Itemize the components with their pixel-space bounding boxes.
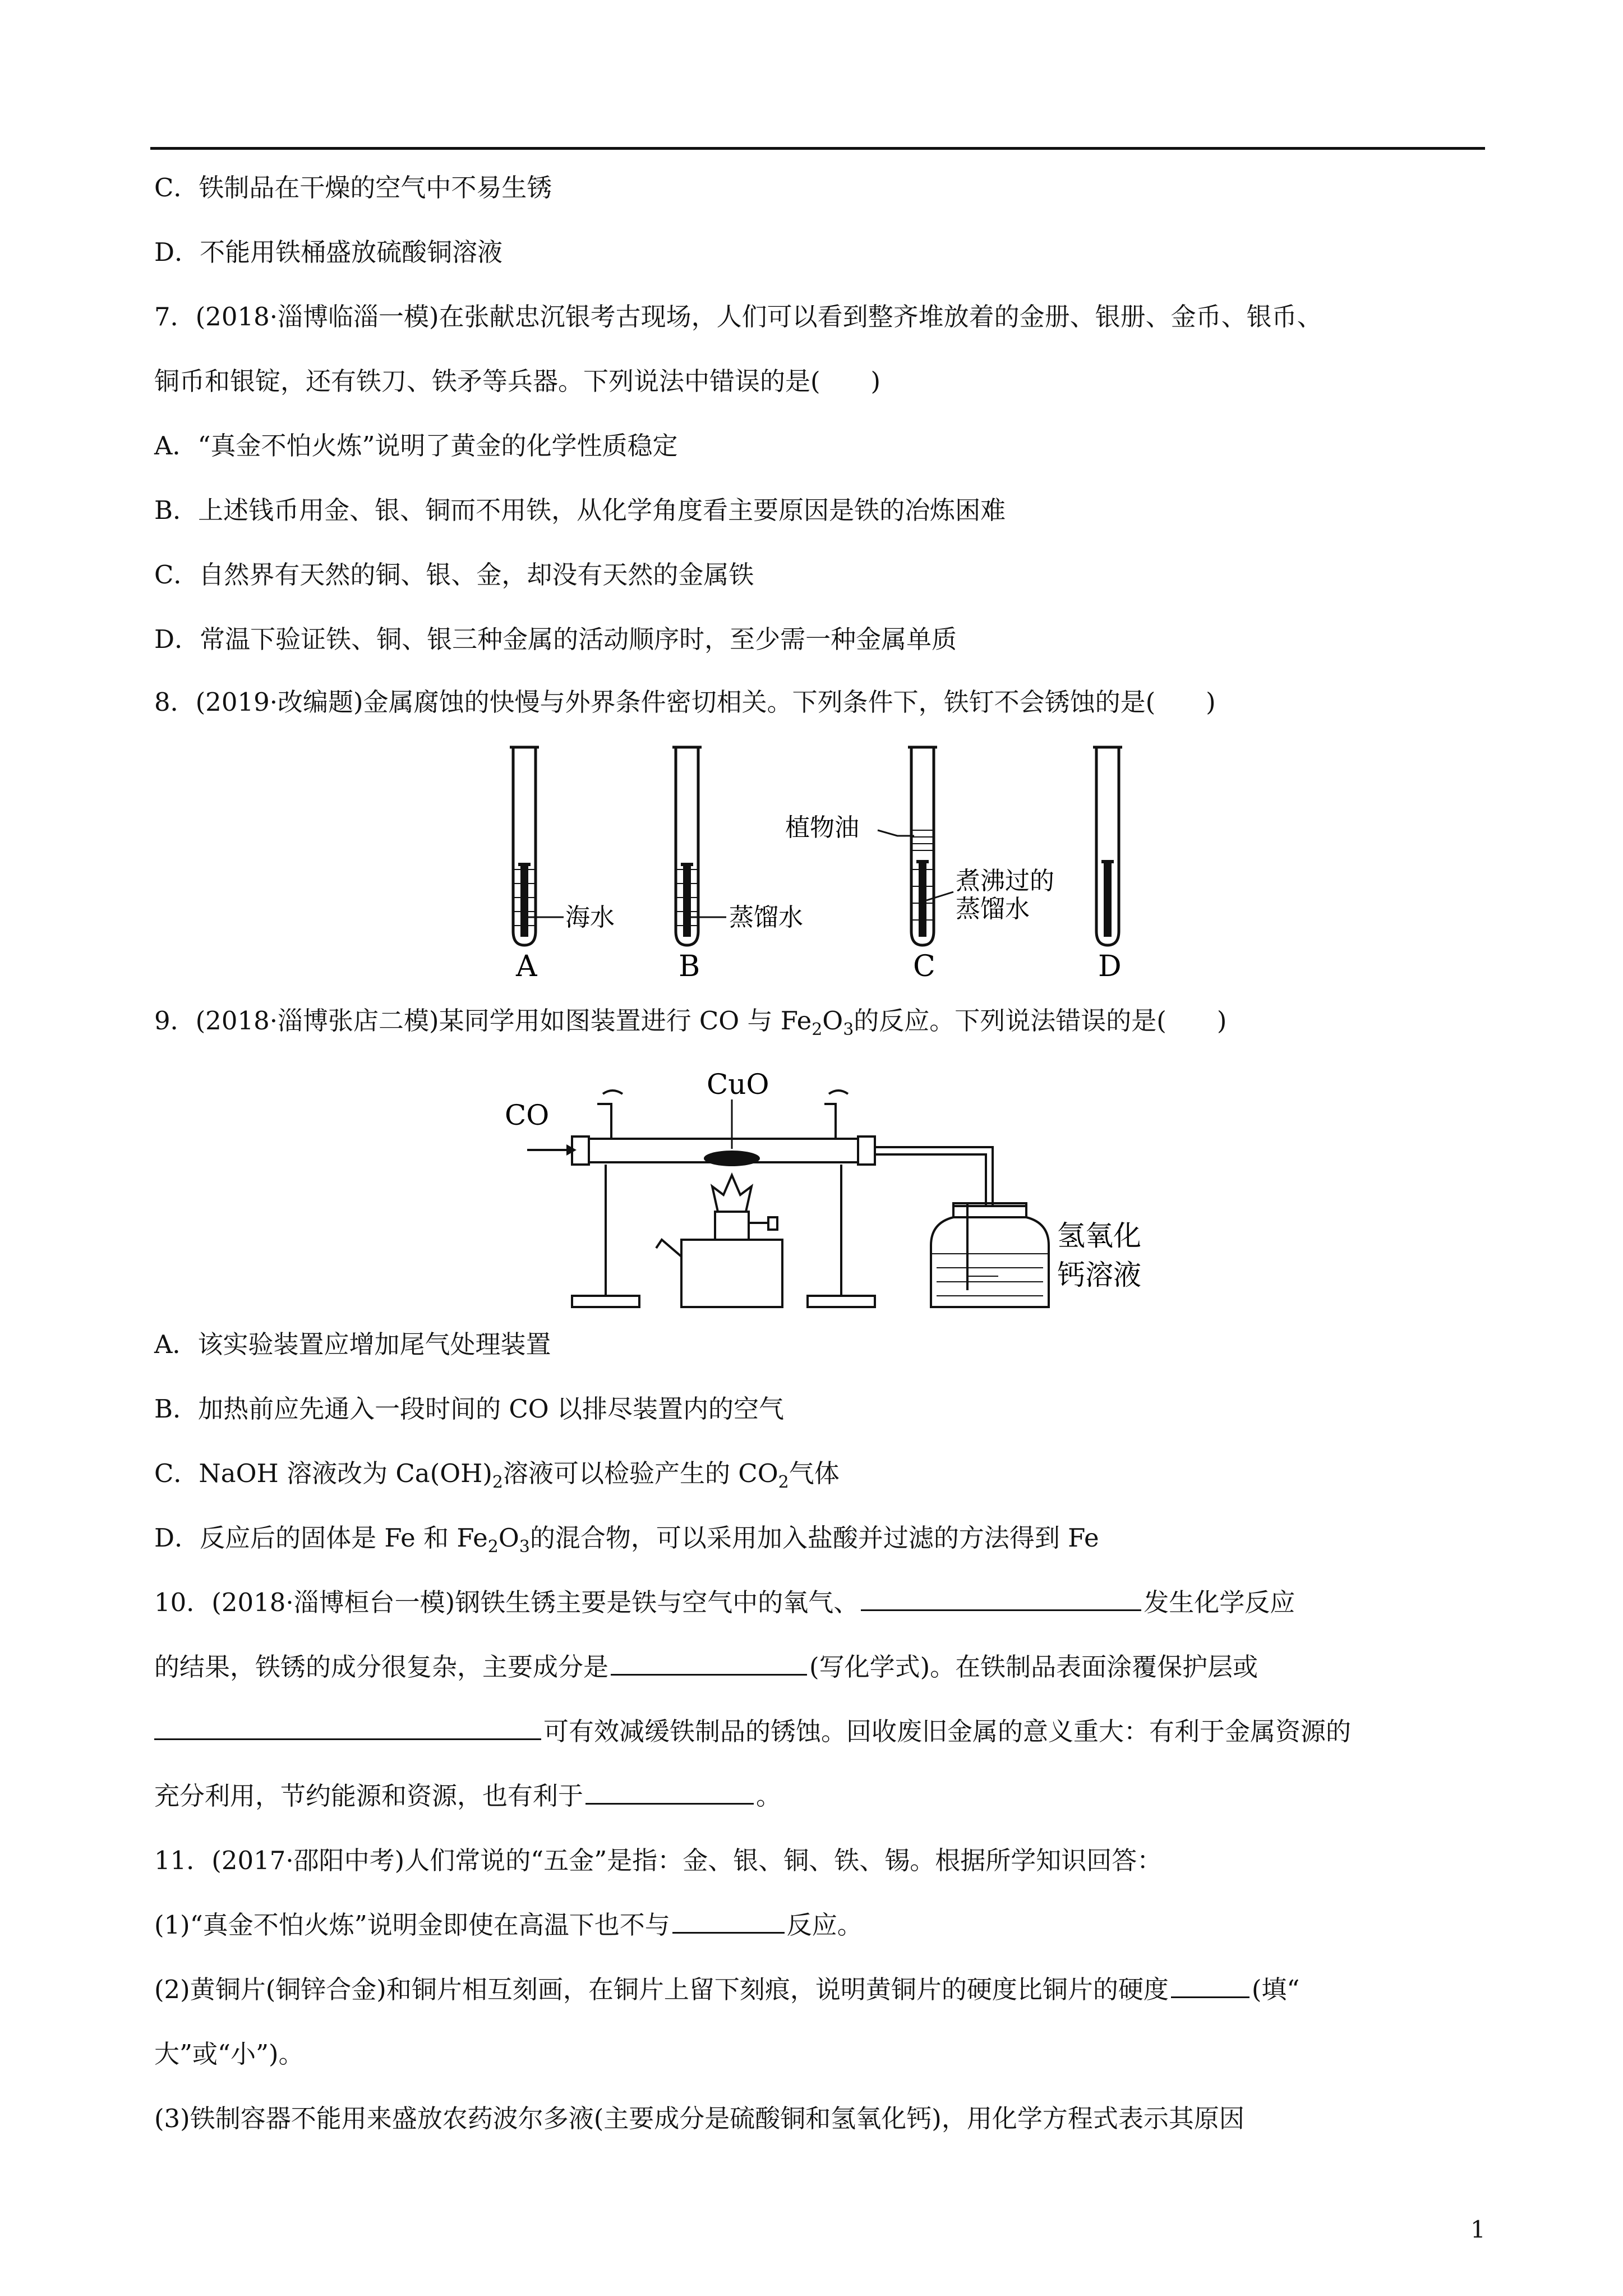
header-rule [150,147,1485,150]
q9-option-d: D．反应后的固体是 Fe 和 $Fe_2O_3$的混合物，可以采用加入盐酸并过滤的方法得到 Fe [154,1523,1099,1557]
label-co: CO [505,1099,550,1131]
q9-option-a: A．该实验装置应增加尾气处理装置 [154,1329,551,1359]
label-boiled: 煮沸过的 [956,867,1054,895]
q7-option-c: C．自然界有天然的铜、银、金，却没有天然的金属铁 [154,560,754,590]
label-vegetable-oil: 植物油 [785,813,859,842]
q11-blank-2[interactable] [1171,1974,1249,1998]
q6-option-d: D．不能用铁桶盛放硫酸铜溶液 [154,237,503,267]
page-number: 1 [1470,2216,1486,2243]
label-solution-2: 钙溶液 [1057,1259,1141,1291]
q10-line2: 的结果，铁锈的成分很复杂，主要成分是 (写化学式)。在铁制品表面涂覆保护层或 [154,1652,1258,1682]
q7-stem-line2: 铜币和银锭，还有铁刀、铁矛等兵器。下列说法中错误的是( ) [154,366,881,396]
q9-option-c: C．NaOH 溶液改为 $Ca(OH)_2$溶液可以检验产生的 $CO_2$气体 [154,1458,840,1492]
q10-blank-3[interactable] [154,1716,541,1740]
q10-blank-4[interactable] [585,1780,754,1805]
label-cuo: CuO [707,1068,769,1101]
q10-line3: 可有效减缓铁制品的锈蚀。回收废旧金属的意义重大：有利于金属资源的 [154,1715,1351,1749]
q11-blank-1[interactable] [672,1910,785,1934]
tube-label-a: A [516,950,537,983]
q11-part2-cont: 大”或“小”)。 [154,2039,304,2069]
q10-blank-2[interactable] [611,1651,807,1676]
q10-line4: 充分利用，节约能源和资源，也有利于 。 [154,1781,782,1811]
q9-stem: 9．(2018·淄博张店二模)某同学用如图装置进行 CO 与 $Fe_2O_3$的反应。下列说法错误的是( ) [154,1006,1227,1039]
q6-option-c: C．铁制品在干燥的空气中不易生锈 [154,173,552,203]
q9-option-b: B．加热前应先通入一段时间的 CO 以排尽装置内的空气 [154,1394,785,1424]
q11-part2: (2)黄铜片(铜锌合金)和铜片相互刻画，在铜片上留下刻痕，说明黄铜片的硬度比铜片的硬度 (填“ [154,1975,1300,2004]
q10-blank-1[interactable] [861,1587,1141,1611]
q7-stem-line1: 7．(2018·淄博临淄一模)在张献忠沉银考古现场，人们可以看到整齐堆放着的金册、银册、金币、银币、 [154,302,1322,332]
q11-part1: (1)“真金不怕火炼”说明金即使在高温下也不与 反应。 [154,1910,863,1940]
label-distilled-water-c: 蒸馏水 [956,895,1030,923]
label-solution-1: 氢氧化 [1057,1220,1141,1252]
q11-part3: (3)铁制容器不能用来盛放农药波尔多液(主要成分是硫酸铜和氢氧化钙)，用化学方程式表示其原因 [154,2104,1244,2133]
q9-apparatus-figure [494,1055,1155,1318]
q7-option-a: A．“真金不怕火炼”说明了黄金的化学性质稳定 [154,431,678,461]
label-seawater: 海水 [565,903,615,932]
tube-label-c: C [913,950,935,983]
tube-label-b: B [679,950,700,983]
q11-stem: 11．(2017·邵阳中考)人们常说的“五金”是指：金、银、铜、铁、锡。根据所学知识回答： [154,1846,1163,1875]
q8-test-tubes-figure [471,740,1178,987]
q7-option-b: B．上述钱币用金、银、铜而不用铁，从化学角度看主要原因是铁的冶炼困难 [154,495,1006,525]
q10-line1: 10．(2018·淄博桓台一模)钢铁生锈主要是铁与空气中的氧气、 发生化学反应 [154,1588,1295,1617]
tube-label-d: D [1098,950,1122,983]
q8-stem: 8．(2019·改编题)金属腐蚀的快慢与外界条件密切相关。下列条件下，铁钉不会锈蚀的是( ) [154,687,1216,717]
q7-option-d: D．常温下验证铁、铜、银三种金属的活动顺序时，至少需一种金属单质 [154,624,957,654]
label-distilled-water: 蒸馏水 [729,903,803,932]
